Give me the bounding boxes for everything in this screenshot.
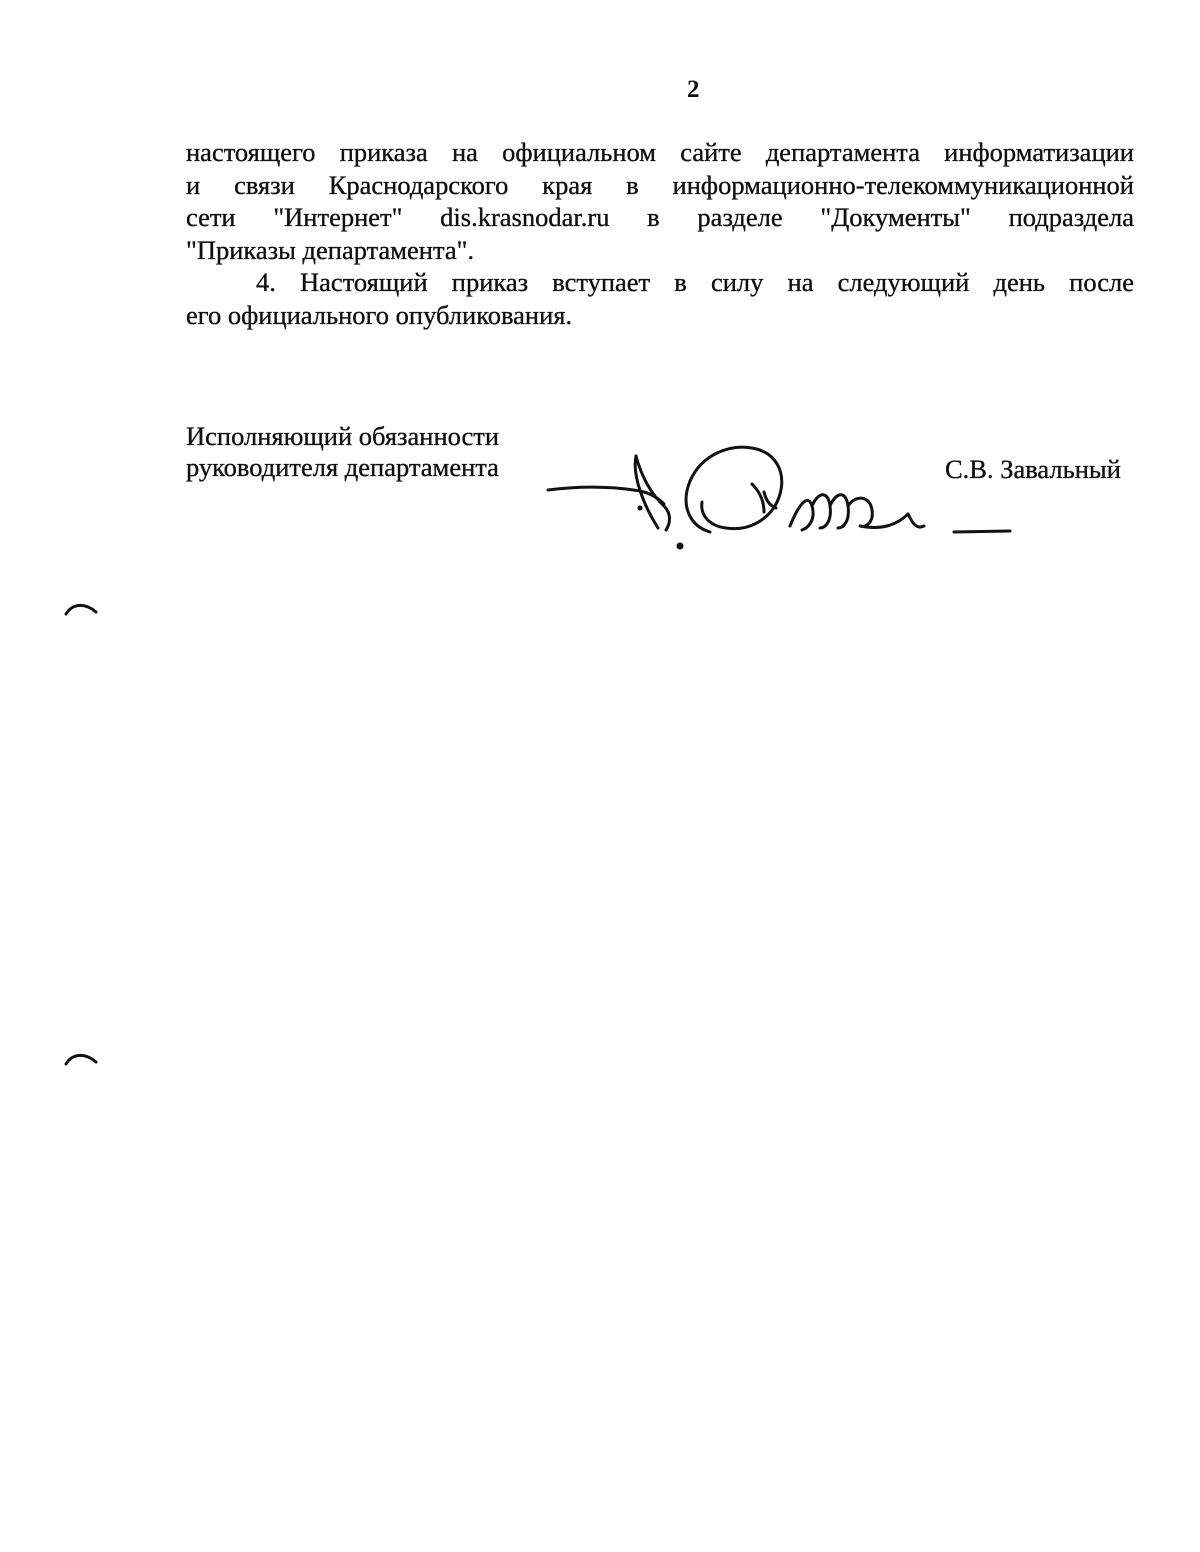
signer-title-line-1: Исполняющий обязанности [186,421,500,451]
text-line: его официального опубликования. [186,299,573,330]
document-body [186,136,1134,331]
text-line: "Приказы департамента". [186,234,475,265]
paragraph-4 [186,266,1134,331]
signer-name: С.В. Завальный [945,454,1121,484]
signer-title [186,421,499,483]
signer-title-line-2: руководителя департамента [186,452,499,482]
text-line: настоящего приказа на официальном сайте департамента информатизации [186,137,1134,167]
paragraph-continuation [186,136,1134,266]
text-line: и связи Краснодарского края в информационно-телекоммуникационной [186,169,1134,200]
punch-hole-mark [62,598,102,618]
punch-hole-mark [62,1048,102,1068]
text-line: сети "Интернет" dis.krasnodar.ru в разделе "Документы" подраздела [186,202,1134,232]
text-line: 4. Настоящий приказ вступает в силу на следующий день после [256,267,1134,297]
page-number: 2 [687,76,700,103]
